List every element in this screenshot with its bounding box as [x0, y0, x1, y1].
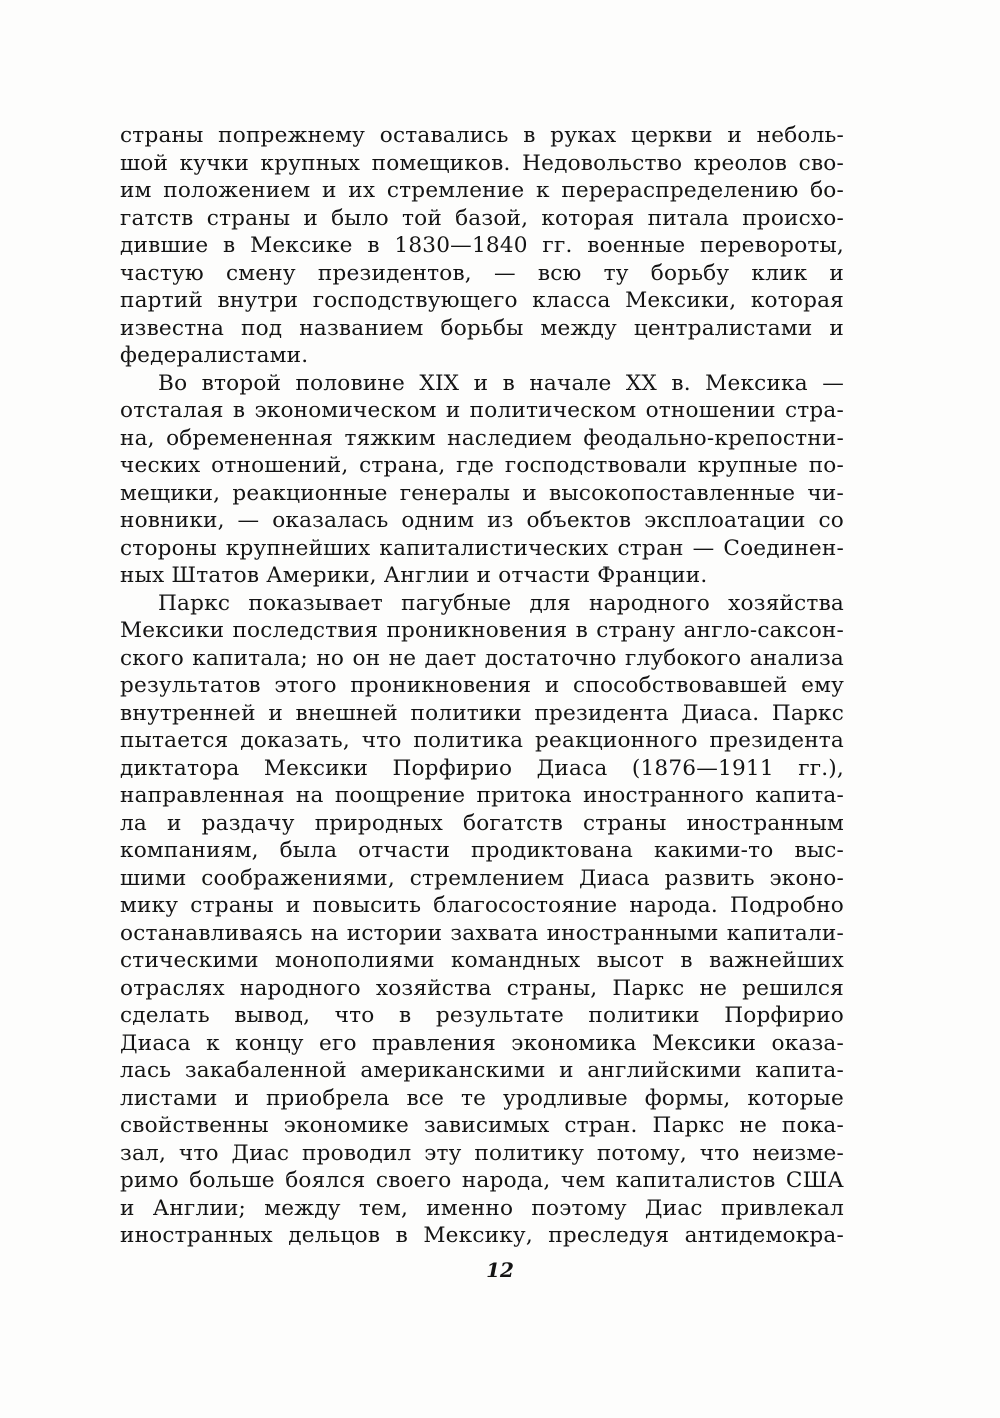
text-line: новники, — оказалась одним из объектов эксплоатации со: [120, 508, 844, 533]
text-line: Мексики последствия проникновения в страну англо-саксон-: [120, 618, 844, 643]
body-text: [120, 122, 844, 1250]
text-line: ского капитала; но он не дает достаточно глубокого анализа: [120, 645, 844, 671]
text-line: дившие в Мексике в 1830—1840 гг. военные перевороты,: [120, 233, 844, 258]
text-line: листами и приобрела все те уродливые формы, которые: [120, 1085, 844, 1111]
page-number: 12: [486, 1258, 514, 1282]
text-line: мещики, реакционные генералы и высокопоставленные чи-: [120, 480, 844, 506]
text-line: страны попрежнему оставались в руках церкви и неболь-: [120, 123, 844, 148]
text-line: на, обремененная тяжким наследием феодально-крепостни-: [120, 425, 844, 451]
text-line: результатов этого проникновения и способствовавшей ему: [120, 673, 844, 698]
text-line: частую смену президентов, — всю ту борьбу клик и: [120, 260, 844, 286]
text-line: мику страны и повысить благосостояние народа. Подробно: [120, 893, 844, 918]
text-line: направленная на поощрение притока иностранного капита-: [120, 783, 844, 808]
text-line: иностранных дельцов в Мексику, преследуя антидемокра-: [120, 1223, 844, 1248]
text-line: диктатора Мексики Порфирио Диаса (1876—1911 гг.),: [120, 755, 844, 781]
text-line: ческих отношений, страна, где господствовали крупные по-: [120, 453, 844, 478]
text-line: партий внутри господствующего класса Мексики, которая: [120, 288, 844, 313]
text-line: стическими монополиями командных высот в важнейших: [120, 948, 844, 973]
text-line: зал, что Диас проводил эту политику потому, что неизме-: [120, 1140, 844, 1166]
paragraph-1: [120, 122, 844, 370]
text-line: сделать вывод, что в результате политики Порфирио: [120, 1003, 844, 1028]
text-line: внутренней и внешней политики президента Диаса. Паркс: [120, 700, 844, 726]
text-line: шой кучки крупных помещиков. Недовольство креолов сво-: [120, 150, 844, 176]
paragraph-2: [120, 370, 844, 590]
text-line: компаниям, была отчасти продиктована какими-то выс-: [120, 838, 844, 863]
paragraph-3: [120, 590, 844, 1250]
text-line: федералистами.: [120, 343, 309, 368]
text-line: гатств страны и было той базой, которая питала происхо-: [120, 205, 844, 231]
text-line: останавливаясь на истории захвата иностранными капитали-: [120, 920, 844, 946]
text-line: Во второй половине XIX и в начале XX в. Мексика —: [158, 370, 844, 396]
text-line: Паркс показывает пагубные для народного хозяйства: [158, 590, 844, 616]
text-line: римо больше боялся своего народа, чем капиталистов США: [120, 1168, 844, 1193]
text-line: ла и раздачу природных богатств страны иностранным: [120, 810, 844, 836]
text-line: Диаса к концу его правления экономика Мексики оказа-: [120, 1030, 844, 1056]
text-line: отраслях народного хозяйства страны, Паркс не решился: [120, 975, 844, 1001]
text-line: стороны крупнейших капиталистических стран — Соединен-: [120, 535, 844, 561]
text-line: известна под названием борьбы между централистами и: [120, 315, 844, 341]
text-line: отсталая в экономическом и политическом отношении стра-: [120, 398, 844, 423]
text-line: ных Штатов Америки, Англии и отчасти Франции.: [120, 563, 708, 588]
text-line: им положением и их стремление к перераспределению бо-: [120, 178, 844, 203]
text-line: и Англии; между тем, именно поэтому Диас привлекал: [120, 1195, 844, 1221]
text-line: шими соображениями, стремлением Диаса развить эконо-: [120, 865, 844, 891]
text-line: лась закабаленной американскими и английскими капита-: [120, 1058, 844, 1083]
text-line: свойственны экономике зависимых стран. Паркс не пока-: [120, 1113, 844, 1138]
text-line: пытается доказать, что политика реакционного президента: [120, 728, 844, 753]
